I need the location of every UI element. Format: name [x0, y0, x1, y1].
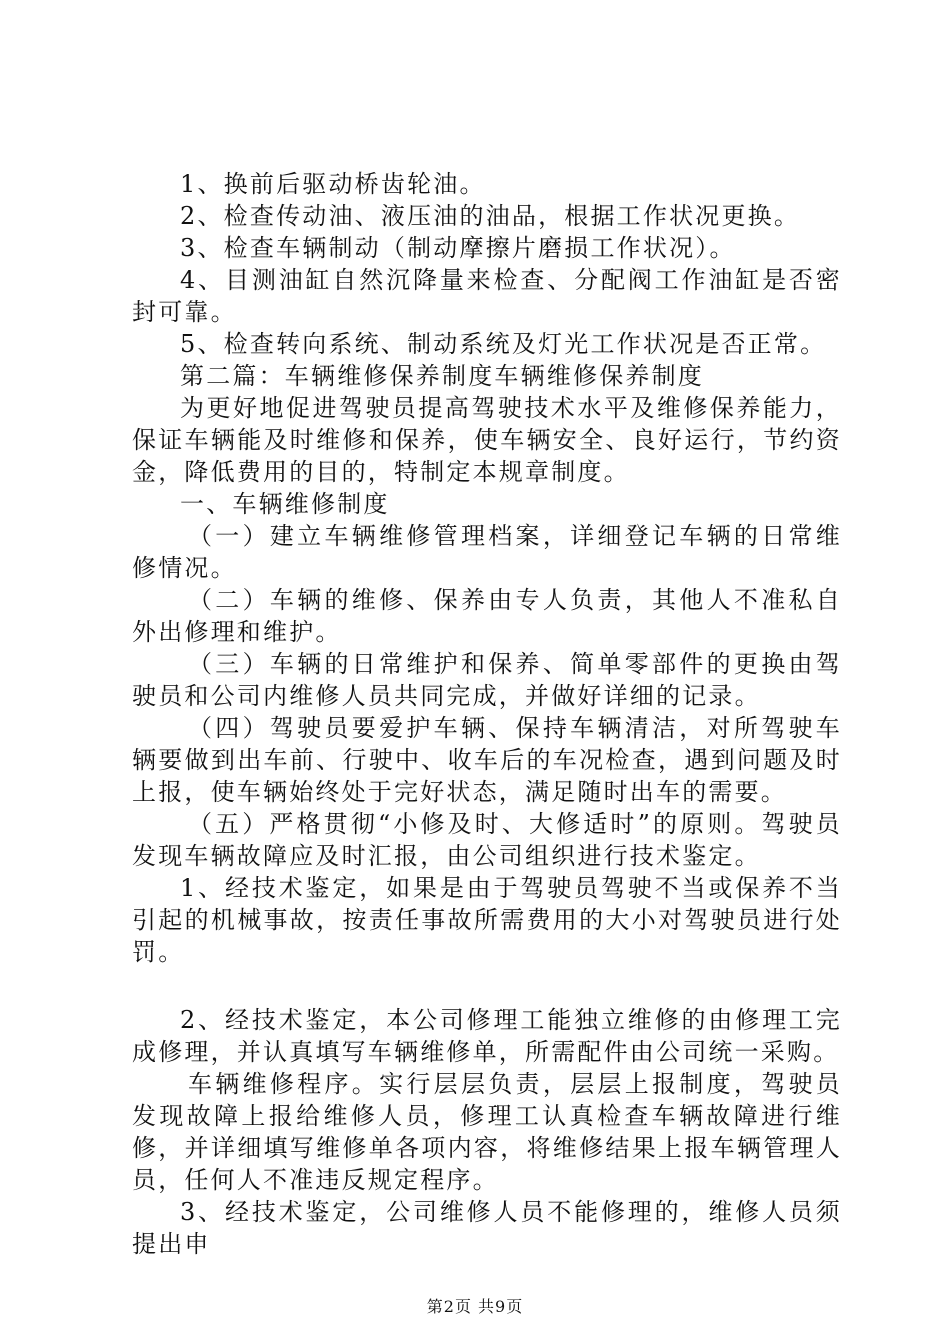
clause-paragraph-1: 1、经技术鉴定，如果是由于驾驶员驾驶不当或保养不当引起的机械事故，按责任事故所需费用的大小对驾驶员进行处罚。 [132, 874, 842, 966]
page-number-footer: 第2页 共9页 [426, 1297, 524, 1316]
paragraph-item-3: 3、检查车辆制动（制动摩擦片磨损工作状况）。 [180, 234, 736, 262]
subsection-heading: 一、车辆维修制度 [180, 490, 390, 518]
intro-paragraph: 为更好地促进驾驶员提高驾驶技术水平及维修保养能力，保证车辆能及时维修和保养，使车辆安全、良好运行，节约资金，降低费用的目的，特制定本规章制度。 [132, 394, 842, 486]
rule-paragraph-1: （一）建立车辆维修管理档案，详细登记车辆的日常维修情况。 [132, 522, 842, 582]
rule-paragraph-4: （四）驾驶员要爱护车辆、保持车辆清洁，对所驾驶车辆要做到出车前、行驶中、收车后的车况检查，遇到问题及时上报，使车辆始终处于完好状态，满足随时出车的需要。 [132, 714, 842, 806]
document-body [132, 168, 842, 1260]
paragraph-item-1: 1、换前后驱动桥齿轮油。 [180, 170, 486, 198]
section-heading: 第二篇：车辆维修保养制度车辆维修保养制度 [180, 362, 704, 390]
rule-paragraph-2: （二）车辆的维修、保养由专人负责，其他人不准私自外出修理和维护。 [132, 586, 842, 646]
clause-paragraph-2: 2、经技术鉴定，本公司修理工能独立维修的由修理工完成修理，并认真填写车辆维修单，所需配件由公司统一采购。 [132, 1006, 842, 1066]
paragraph-item-4: 4、目测油缸自然沉降量来检查、分配阀工作油缸是否密封可靠。 [132, 266, 842, 326]
rule-paragraph-3: （三）车辆的日常维护和保养、简单零部件的更换由驾驶员和公司内维修人员共同完成，并做好详细的记录。 [132, 650, 842, 710]
rule-paragraph-5: （五）严格贯彻“小修及时、大修适时”的原则。驾驶员发现车辆故障应及时汇报，由公司组织进行技术鉴定。 [132, 810, 842, 870]
paragraph-item-5: 5、检查转向系统、制动系统及灯光工作状况是否正常。 [180, 330, 827, 358]
procedure-paragraph: 车辆维修程序。实行层层负责，层层上报制度，驾驶员发现故障上报给维修人员，修理工认真检查车辆故障进行维修，并详细填写维修单各项内容，将维修结果上报车辆管理人员，任何人不准违反规定程序。 [132, 1070, 842, 1194]
paragraph-item-2: 2、检查传动油、液压油的油品，根据工作状况更换。 [180, 202, 801, 230]
clause-paragraph-3: 3、经技术鉴定，公司维修人员不能修理的，维修人员须提出申 [132, 1198, 842, 1258]
